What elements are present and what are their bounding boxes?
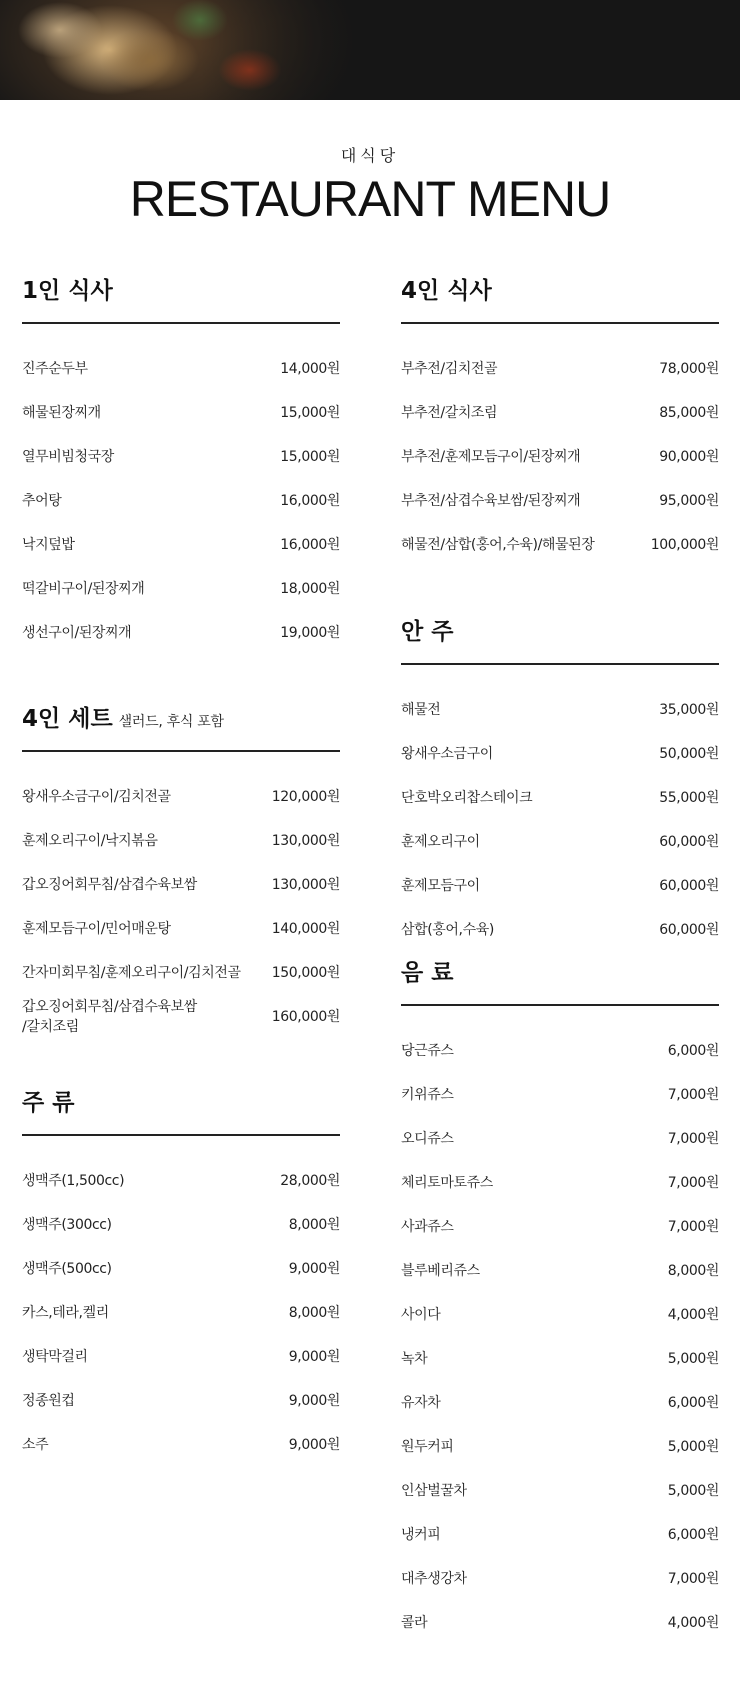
menu-item-price: 15,000원 (280, 449, 340, 465)
menu-item (22, 906, 340, 950)
menu-item-name: 갑오징어회무침/삼겹수육보쌈 /갈치조림 (22, 999, 197, 1035)
menu-item-price: 16,000원 (280, 493, 340, 509)
menu-item (22, 986, 340, 1046)
menu-item (401, 346, 719, 390)
menu-item-price: 60,000원 (659, 878, 719, 894)
section-side-dishes (401, 615, 719, 951)
menu-item (401, 1556, 719, 1600)
menu-item-name: 카스,테라,켈리 (22, 1305, 109, 1321)
menu-item-price: 100,000원 (650, 537, 719, 553)
menu-item-name: 해물된장찌개 (22, 405, 101, 421)
menu-item (401, 907, 719, 951)
section-title: 4인 세트 샐러드, 후식 포함 (22, 706, 224, 732)
menu-item-name: 생맥주(300cc) (22, 1217, 112, 1233)
menu-item-price: 7,000원 (667, 1087, 719, 1103)
menu-item-price: 4,000원 (667, 1615, 719, 1631)
menu-item-name: 소주 (22, 1437, 49, 1453)
menu-item-price: 150,000원 (271, 965, 340, 981)
menu-item (401, 1028, 719, 1072)
menu-item-name: 당근쥬스 (401, 1043, 454, 1059)
menu-item-price: 160,000원 (271, 1009, 340, 1025)
menu-item-name: 간자미회무침/훈제오리구이/김치전골 (22, 965, 241, 981)
section-alcohol (22, 1086, 340, 1466)
menu-item (22, 1246, 340, 1290)
section-title: 1인 식사 (22, 278, 113, 304)
menu-item-price: 140,000원 (271, 921, 340, 937)
menu-item-name: 원두커피 (401, 1439, 454, 1455)
menu-item (22, 346, 340, 390)
menu-item-price: 8,000원 (667, 1263, 719, 1279)
menu-item (22, 522, 340, 566)
menu-item-name: 블루베리쥬스 (401, 1263, 480, 1279)
menu-item-price: 18,000원 (280, 581, 340, 597)
menu-item-name: 삼합(홍어,수육) (401, 922, 494, 938)
menu-item-name: 단호박오리찹스테이크 (401, 790, 533, 806)
menu-item-name: 훈제모듬구이/민어매운탕 (22, 921, 171, 937)
menu-item-name: 부추전/김치전골 (401, 361, 498, 377)
menu-item-name: 생맥주(500cc) (22, 1261, 112, 1277)
menu-item-price: 7,000원 (667, 1571, 719, 1587)
menu-item (401, 819, 719, 863)
menu-item-name: 사이다 (401, 1307, 441, 1323)
section-title: 주 류 (22, 1090, 75, 1116)
menu-item (401, 1292, 719, 1336)
menu-item-name: 키위쥬스 (401, 1087, 454, 1103)
menu-item-name: 부추전/삼겹수육보쌈/된장찌개 (401, 493, 581, 509)
menu-item-name: 떡갈비구이/된장찌개 (22, 581, 145, 597)
menu-item-price: 50,000원 (659, 746, 719, 762)
divider (401, 663, 719, 665)
menu-item-price: 120,000원 (271, 789, 340, 805)
menu-item (401, 1512, 719, 1556)
menu-item (22, 1290, 340, 1334)
menu-item (401, 390, 719, 434)
menu-item-price: 130,000원 (271, 877, 340, 893)
menu-item-price: 9,000원 (288, 1437, 340, 1453)
section-set-for-four (22, 702, 340, 1046)
restaurant-name: 대식당 (340, 146, 400, 165)
menu-item (401, 434, 719, 478)
menu-item-price: 9,000원 (288, 1349, 340, 1365)
menu-item-name: 대추생강차 (401, 1571, 467, 1587)
menu-item (401, 478, 719, 522)
menu-item-name: 부추전/훈제모듬구이/된장찌개 (401, 449, 581, 465)
menu-item (22, 478, 340, 522)
menu-item-price: 130,000원 (271, 833, 340, 849)
menu-item-price: 60,000원 (659, 922, 719, 938)
menu-item-name: 사과쥬스 (401, 1219, 454, 1235)
section-drinks (401, 956, 719, 1644)
menu-item-price: 28,000원 (280, 1173, 340, 1189)
menu-item-price: 6,000원 (667, 1043, 719, 1059)
menu-item-price: 5,000원 (667, 1351, 719, 1367)
divider (401, 1004, 719, 1006)
menu-item-name: 체리토마토쥬스 (401, 1175, 493, 1191)
menu-item-name: 오디쥬스 (401, 1131, 454, 1147)
menu-item-price: 7,000원 (667, 1175, 719, 1191)
menu-item-name: 녹차 (401, 1351, 428, 1367)
menu-item (22, 1378, 340, 1422)
menu-item (401, 731, 719, 775)
menu-item-name: 훈제모듬구이 (401, 878, 480, 894)
divider (22, 750, 340, 752)
section-title: 안 주 (401, 619, 454, 645)
menu-item (401, 1072, 719, 1116)
menu-item-price: 90,000원 (659, 449, 719, 465)
menu-item-price: 19,000원 (280, 625, 340, 641)
menu-item (22, 434, 340, 478)
divider (22, 322, 340, 324)
menu-item (22, 1422, 340, 1466)
menu-item (401, 687, 719, 731)
menu-item-price: 14,000원 (280, 361, 340, 377)
menu-item-name: 정종원컵 (22, 1393, 75, 1409)
menu-item (22, 774, 340, 818)
menu-item-name: 콜라 (401, 1615, 428, 1631)
menu-item-price: 9,000원 (288, 1393, 340, 1409)
menu-item-name: 훈제오리구이 (401, 834, 480, 850)
menu-item-price: 4,000원 (667, 1307, 719, 1323)
menu-item-name: 열무비빔청국장 (22, 449, 114, 465)
menu-item-name: 부추전/갈치조림 (401, 405, 498, 421)
menu-item-price: 85,000원 (659, 405, 719, 421)
menu-item (401, 863, 719, 907)
section-title: 음 료 (401, 960, 454, 986)
menu-item (401, 775, 719, 819)
menu-item-price: 8,000원 (288, 1217, 340, 1233)
menu-item-name: 유자차 (401, 1395, 441, 1411)
menu-item-price: 55,000원 (659, 790, 719, 806)
menu-item-name: 생선구이/된장찌개 (22, 625, 132, 641)
menu-item-price: 5,000원 (667, 1483, 719, 1499)
menu-item-name: 인삼벌꿀차 (401, 1483, 467, 1499)
menu-item-name: 진주순두부 (22, 361, 88, 377)
menu-item (401, 1336, 719, 1380)
menu-item-price: 7,000원 (667, 1219, 719, 1235)
section-meal-for-four (401, 274, 719, 566)
menu-item-price: 6,000원 (667, 1395, 719, 1411)
menu-item-price: 95,000원 (659, 493, 719, 509)
menu-item-name: 해물전/삼합(홍어,수육)/해물된장 (401, 537, 595, 553)
section-subtitle: 샐러드, 후식 포함 (118, 714, 224, 730)
menu-item (401, 1380, 719, 1424)
menu-item-name: 추어탕 (22, 493, 62, 509)
menu-item-price: 35,000원 (659, 702, 719, 718)
menu-item (22, 566, 340, 610)
divider (401, 322, 719, 324)
menu-item (22, 1202, 340, 1246)
menu-item (401, 1468, 719, 1512)
menu-item (401, 1116, 719, 1160)
menu-item-name: 왕새우소금구이/김치전골 (22, 789, 171, 805)
menu-item-name: 생맥주(1,500cc) (22, 1173, 125, 1189)
menu-item-name: 해물전 (401, 702, 441, 718)
menu-item-price: 5,000원 (667, 1439, 719, 1455)
menu-item (401, 1204, 719, 1248)
menu-item-price: 8,000원 (288, 1305, 340, 1321)
hero-banner-image (0, 0, 740, 100)
menu-item (401, 1424, 719, 1468)
menu-item-name: 냉커피 (401, 1527, 441, 1543)
menu-item (22, 390, 340, 434)
menu-item-price: 78,000원 (659, 361, 719, 377)
menu-item-price: 6,000원 (667, 1527, 719, 1543)
divider (22, 1134, 340, 1136)
menu-item-name: 훈제오리구이/낙지볶음 (22, 833, 158, 849)
menu-item-price: 60,000원 (659, 834, 719, 850)
menu-item-name: 낙지덮밥 (22, 537, 75, 553)
menu-item (401, 1600, 719, 1644)
menu-item (22, 1334, 340, 1378)
menu-item (22, 818, 340, 862)
menu-item-price: 7,000원 (667, 1131, 719, 1147)
menu-item-name: 갑오징어회무침/삼겹수육보쌈 (22, 877, 197, 893)
menu-item (22, 610, 340, 654)
menu-item-price: 15,000원 (280, 405, 340, 421)
menu-item (401, 522, 719, 566)
menu-item-price: 9,000원 (288, 1261, 340, 1277)
section-single-meal (22, 274, 340, 654)
section-title: 4인 식사 (401, 278, 492, 304)
menu-item-price: 16,000원 (280, 537, 340, 553)
page-title: RESTAURANT MENU (129, 171, 611, 227)
menu-item (22, 1158, 340, 1202)
menu-item-name: 왕새우소금구이 (401, 746, 493, 762)
menu-item-name: 생탁막걸리 (22, 1349, 88, 1365)
menu-item (401, 1160, 719, 1204)
menu-item (22, 862, 340, 906)
menu-item (401, 1248, 719, 1292)
